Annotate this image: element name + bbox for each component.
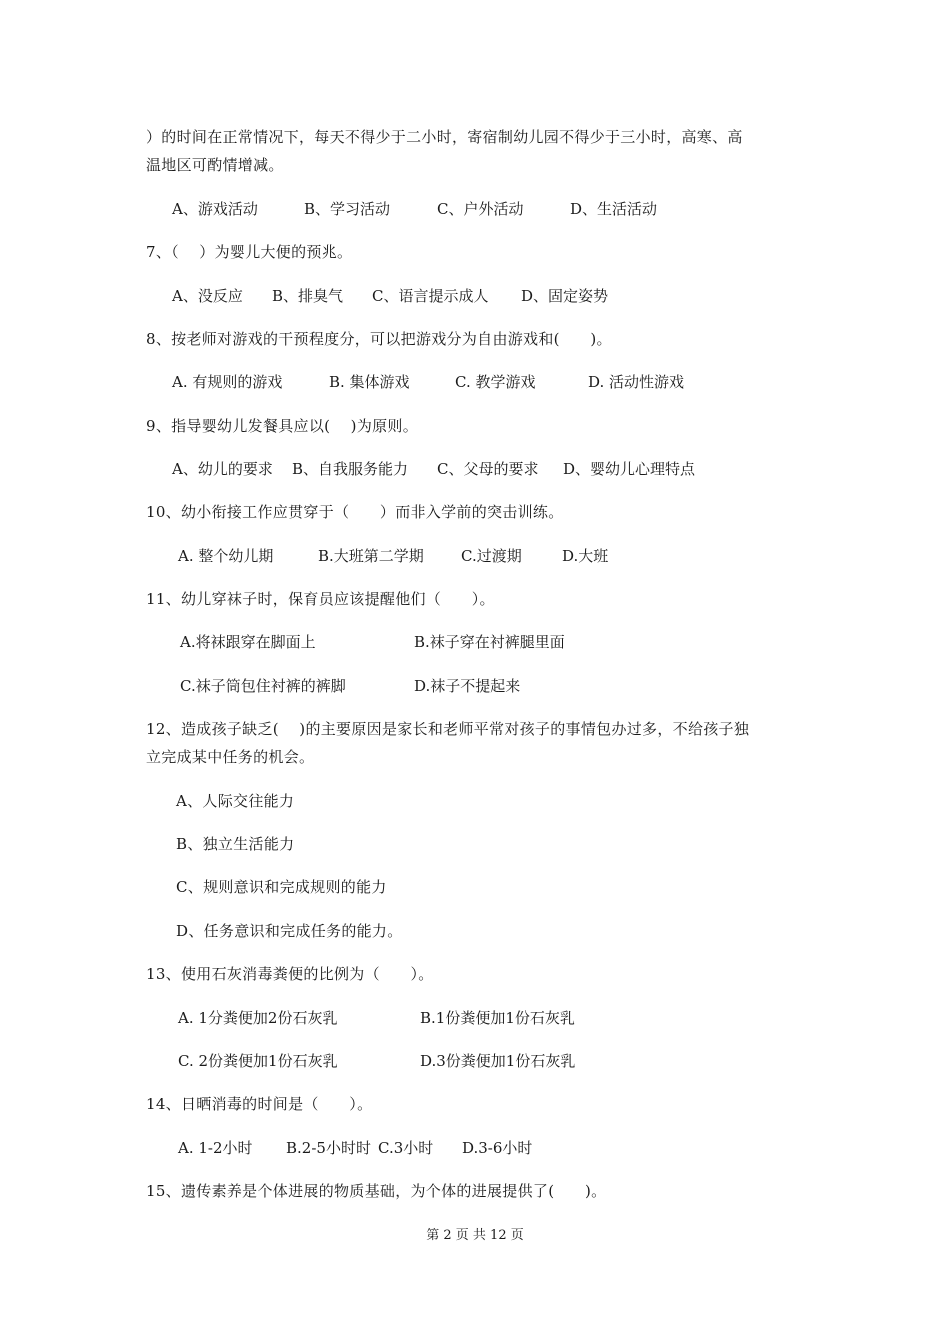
q9-option-c: C、父母的要求 <box>437 460 539 478</box>
q11-option-d: D.袜子不提起来 <box>414 677 521 695</box>
q11-option-b: B.袜子穿在衬裤腿里面 <box>414 633 565 651</box>
q8-stem: 8、按老师对游戏的干预程度分，可以把游戏分为自由游戏和( )。 <box>146 330 612 348</box>
q8-option-d: D. 活动性游戏 <box>588 373 685 391</box>
q7-stem: 7、（ ）为婴儿大便的预兆。 <box>146 243 353 261</box>
q15-stem: 15、遗传素养是个体进展的物质基础，为个体的进展提供了( )。 <box>146 1182 607 1200</box>
q11-option-c: C.袜子筒包住衬裤的裤脚 <box>180 677 346 695</box>
q6-option-c: C、户外活动 <box>437 200 524 218</box>
q12-option-c: C、规则意识和完成规则的能力 <box>176 878 387 896</box>
page-number-footer: 第 2 页 共 12 页 <box>426 1228 524 1243</box>
q12-text-line1: 12、造成孩子缺乏( )的主要原因是家长和老师平常对孩子的事情包办过多，不给孩子独 <box>146 720 750 738</box>
q6-option-a: A、游戏活动 <box>172 200 258 218</box>
q6-text-line1: ）的时间在正常情况下，每天不得少于二小时，寄宿制幼儿园不得少于三小时，高寒、高 <box>146 128 743 146</box>
q7-option-b: B、排臭气 <box>272 287 344 305</box>
q11-option-a: A.将袜跟穿在脚面上 <box>180 633 316 651</box>
q10-option-d: D.大班 <box>562 547 609 565</box>
q10-option-c: C.过渡期 <box>461 547 522 565</box>
q12-option-a: A、人际交往能力 <box>176 792 295 810</box>
q7-option-d: D、固定姿势 <box>521 287 609 305</box>
q6-text-line2: 温地区可酌情增减。 <box>146 156 284 174</box>
q12-option-b: B、独立生活能力 <box>176 835 295 853</box>
q12-option-d: D、任务意识和完成任务的能力。 <box>176 922 403 940</box>
q13-option-a: A. 1分粪便加2份石灰乳 <box>178 1009 338 1027</box>
q9-option-a: A、幼儿的要求 <box>172 460 273 478</box>
q7-option-c: C、语言提示成人 <box>372 287 489 305</box>
q9-option-b: B、自我服务能力 <box>292 460 409 478</box>
q13-option-d: D.3份粪便加1份石灰乳 <box>420 1052 576 1070</box>
q13-stem: 13、使用石灰消毒粪便的比例为（ ）。 <box>146 965 434 983</box>
q14-option-c: C.3小时 <box>378 1139 434 1157</box>
q10-option-a: A. 整个幼儿期 <box>178 547 274 565</box>
q14-option-a: A. 1-2小时 <box>178 1139 253 1157</box>
q7-option-a: A、没反应 <box>172 287 243 305</box>
q10-stem: 10、幼小衔接工作应贯穿于（ ）而非入学前的突击训练。 <box>146 503 564 521</box>
q14-option-d: D.3-6小时 <box>462 1139 533 1157</box>
q8-option-c: C. 教学游戏 <box>455 373 536 391</box>
q8-option-a: A. 有规则的游戏 <box>172 373 283 391</box>
q14-stem: 14、日晒消毒的时间是（ ）。 <box>146 1095 373 1113</box>
q13-option-c: C. 2份粪便加1份石灰乳 <box>178 1052 338 1070</box>
q13-option-b: B.1份粪便加1份石灰乳 <box>420 1009 575 1027</box>
q6-option-d: D、生活活动 <box>570 200 658 218</box>
q12-text-line2: 立完成某中任务的机会。 <box>146 748 315 766</box>
q8-option-b: B. 集体游戏 <box>329 373 410 391</box>
q11-stem: 11、幼儿穿袜子时，保育员应该提醒他们（ ）。 <box>146 590 495 608</box>
q14-option-b: B.2-5小时时 <box>286 1139 371 1157</box>
q10-option-b: B.大班第二学期 <box>318 547 424 565</box>
q6-option-b: B、学习活动 <box>304 200 391 218</box>
q9-option-d: D、婴幼儿心理特点 <box>563 460 696 478</box>
q9-stem: 9、指导婴幼儿发餐具应以( )为原则。 <box>146 417 419 435</box>
